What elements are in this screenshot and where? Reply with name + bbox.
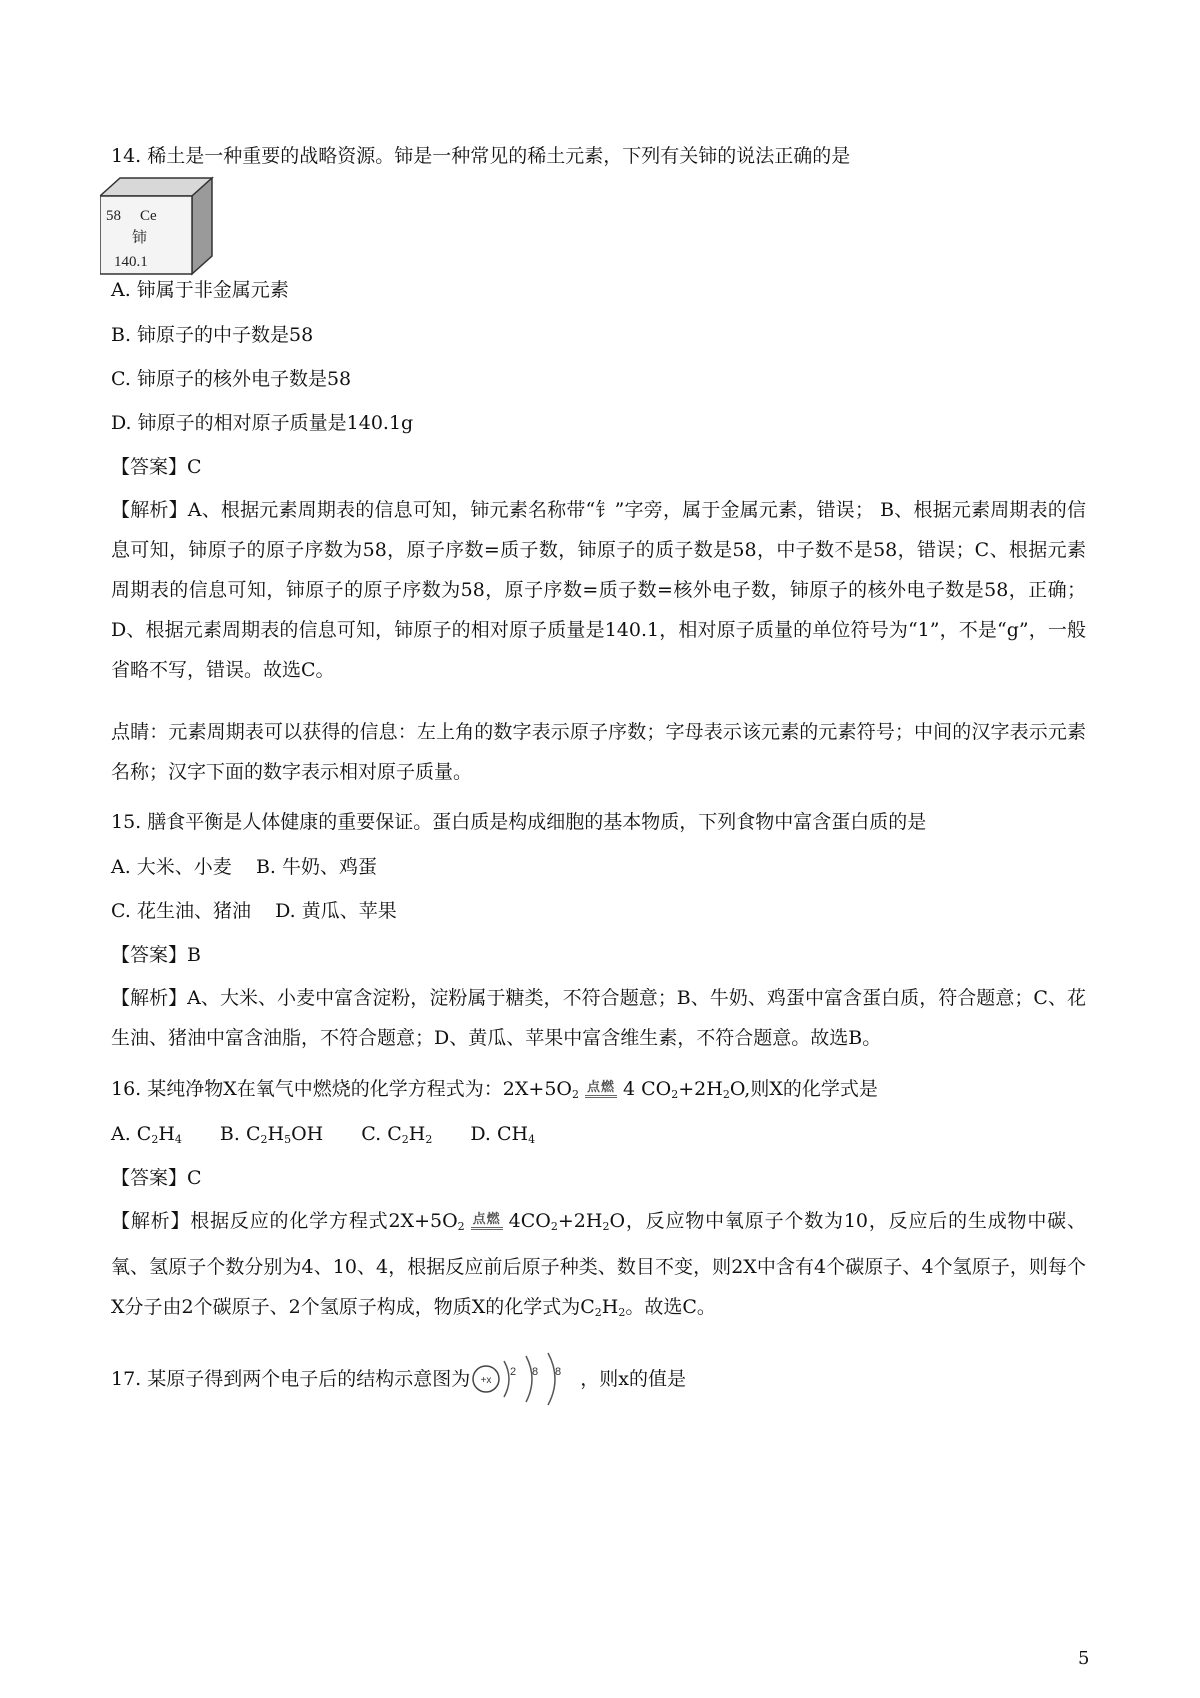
q16-stem-part: +2H <box>678 1078 723 1100</box>
q14-stem: 14. 稀土是一种重要的战略资源。铈是一种常见的稀土元素，下列有关铈的说法正确的是 <box>111 145 851 167</box>
subscript: 2 <box>260 1133 268 1146</box>
reaction-condition: 点燃 <box>471 1213 503 1230</box>
subscript: 4 <box>528 1133 536 1146</box>
q14-option-a: A. 铈属于非金属元素 <box>111 279 289 301</box>
electron-shell-arc <box>548 1353 555 1405</box>
q17-stem-part: 17. 某原子得到两个电子后的结构示意图为 <box>111 1368 471 1390</box>
page-number: 5 <box>1078 1648 1090 1669</box>
q14-option-c: C. 铈原子的核外电子数是58 <box>111 368 352 390</box>
subscript: 2 <box>594 1306 602 1319</box>
q16-analysis-text: 根据反应的化学方程式2X+5O <box>190 1210 458 1232</box>
q14-option-b: B. 铈原子的中子数是58 <box>111 324 314 346</box>
q16-options <box>111 1122 535 1152</box>
q14-tip: 点睛：元素周期表可以获得的信息：左上角的数字表示原子序数；字母表示该元素的元素符号；中间的汉字表示元素名称；汉字下面的数字表示相对原子质量。 <box>111 721 1086 783</box>
q16-analysis <box>111 1201 1086 1333</box>
subscript: 2 <box>671 1088 679 1101</box>
q16-option-b: B. C <box>219 1123 261 1145</box>
electron-shell-arc <box>504 1361 509 1397</box>
q16-stem-part: 4 CO <box>623 1078 672 1100</box>
q16-option-d: D. CH <box>470 1123 529 1145</box>
tile-symbol: Ce <box>140 208 157 224</box>
q15-analysis-text: A、大米、小麦中富含淀粉，淀粉属于糖类，不符合题意；B、牛奶、鸡蛋中富含蛋白质，符合题意；C、花生油、猪油中富含油脂，不符合题意；D、黄瓜、苹果中富含维生素，不符合题意。故选B。 <box>111 987 1086 1049</box>
q16-stem <box>111 1077 878 1107</box>
q16-option-a: H <box>158 1123 175 1145</box>
tile-atomic-mass: 140.1 <box>114 254 148 270</box>
q16-option-c: C. C <box>361 1123 402 1145</box>
q16-option-a: A. C <box>111 1123 152 1145</box>
subscript: 4 <box>174 1133 182 1146</box>
q16-analysis-text: O，反应物中氧原子个数为10，反应后的生成物中碳、氧、氢原子个数分别为4、10、4，根据反应前后原子种类、数目不变，则2X中含有4个碳原子、4个氢原子，则每个X分子由2个碳原子、2个氢原子构成，物质X的化学式为C <box>111 1210 1086 1318</box>
subscript: 2 <box>151 1133 159 1146</box>
subscript: 2 <box>425 1133 433 1146</box>
q14-analysis <box>111 490 1086 690</box>
q14-option-d: D. 铈原子的相对原子质量是140.1g <box>111 412 414 434</box>
q15-stem: 15. 膳食平衡是人体健康的重要保证。蛋白质是构成细胞的基本物质，下列食物中富含蛋白质的是 <box>111 811 927 833</box>
q16-stem-part: O,则X的化学式是 <box>729 1078 878 1100</box>
shell-electron-count: 8 <box>555 1366 562 1378</box>
subscript: 2 <box>457 1220 465 1233</box>
q16-analysis-text: 。故选C。 <box>625 1296 716 1318</box>
q14-analysis-text: A、根据元素周期表的信息可知，铈元素名称带“钅”字旁，属于金属元素，错误； B、根据元素周期表的信息可知，铈原子的原子序数为58，原子序数=质子数，铈原子的质子数是58，中子数不是58，错误；C、根据元素周期表的信息可知，铈原子的原子序数为58，原子序数=质子数=核外电子数，铈原子的核外电子数是58，正确；D、根据元素周期表的信息可知，铈原子的相对原子质量是140.1，相对原子质量的单位符号为“1”，不是“g”，一般省略不写，错误。故选C。 <box>111 499 1086 681</box>
cerium-element-tile <box>100 176 214 276</box>
shell-electron-count: 8 <box>532 1366 539 1378</box>
q14-answer: 【答案】C <box>111 456 202 478</box>
q17-stem-part: ，则x的值是 <box>580 1368 686 1390</box>
tile-atomic-number: 58 <box>106 208 121 224</box>
q15-analysis <box>111 978 1086 1058</box>
atom-structure-diagram <box>470 1349 580 1409</box>
q15-options-row2: C. 花生油、猪油 D. 黄瓜、苹果 <box>111 900 397 922</box>
analysis-label: 【解析】 <box>111 499 188 521</box>
subscript: 5 <box>284 1133 292 1146</box>
tile-name: 铈 <box>132 230 148 246</box>
electron-shell-arc <box>526 1356 532 1402</box>
q16-option-b: H <box>267 1123 285 1145</box>
q16-option-b: OH <box>291 1123 324 1145</box>
analysis-label: 【解析】 <box>111 1210 191 1232</box>
q16-analysis-text: 4CO <box>508 1210 551 1232</box>
nucleus-label: +x <box>480 1375 492 1386</box>
q16-stem-part: 16. 某纯净物X在氧气中燃烧的化学方程式为：2X+5O <box>111 1078 572 1100</box>
subscript: 2 <box>722 1088 730 1101</box>
shell-electron-count: 2 <box>510 1366 517 1378</box>
analysis-label: 【解析】 <box>111 987 188 1009</box>
q16-analysis-text: H <box>601 1296 619 1318</box>
q16-option-c: H <box>408 1123 426 1145</box>
reaction-condition: 点燃 <box>585 1081 617 1098</box>
subscript: 2 <box>602 1220 610 1233</box>
q15-options-row1: A. 大米、小麦 B. 牛奶、鸡蛋 <box>111 856 378 878</box>
q16-analysis-text: +2H <box>557 1210 603 1232</box>
subscript: 2 <box>401 1133 409 1146</box>
subscript: 2 <box>571 1088 579 1101</box>
subscript: 2 <box>550 1220 558 1233</box>
q15-answer: 【答案】B <box>111 944 201 966</box>
q16-answer: 【答案】C <box>111 1167 202 1189</box>
subscript: 2 <box>618 1306 626 1319</box>
q17-stem <box>111 1348 686 1409</box>
